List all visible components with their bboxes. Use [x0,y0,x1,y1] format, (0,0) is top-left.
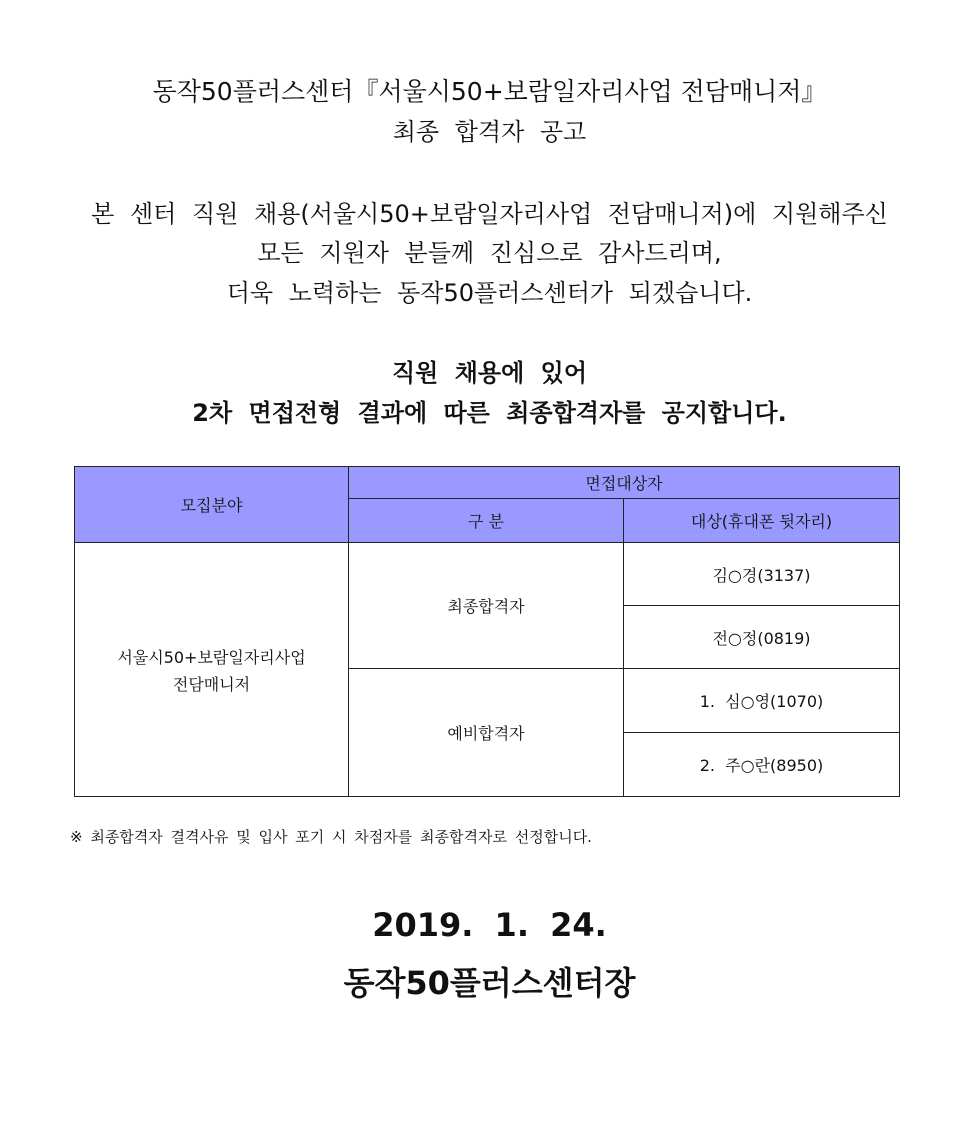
reserve-label: 예비합격자 [349,669,624,797]
final-passer-2: 전○정(0819) [624,606,900,669]
intro-line-2: 모든 지원자 분들께 진심으로 감사드리며, [257,239,722,267]
header-target: 대상(휴대폰 뒷자리) [624,499,900,543]
intro-line-3: 더욱 노력하는 동작50플러스센터가 되겠습니다. [226,279,753,307]
header-interviewee-group: 면접대상자 [349,467,900,499]
final-label: 최종합격자 [349,543,624,669]
results-table [74,466,900,797]
title-line-1: 동작50플러스센터『서울시50+보람일자리사업 전담매니저』 [152,77,827,106]
announcement-date: 2019. 1. 24. [372,906,607,944]
field-line-2: 전담매니저 [172,674,251,694]
footnote: ※ 최종합격자 결격사유 및 입사 포기 시 차점자를 최종합격자로 선정합니다. [70,828,592,846]
reserve-passer-2: 2. 주○란(8950) [624,733,900,797]
title-line-2: 최종 합격자 공고 [392,118,587,146]
final-passer-1: 김○경(3137) [624,543,900,606]
field-cell [75,543,349,797]
header-field: 모집분야 [75,467,349,543]
field-line-1: 서울시50+보람일자리사업 [117,647,306,667]
header-category: 구 분 [349,499,624,543]
reserve-passer-1: 1. 심○영(1070) [624,669,900,733]
announcement-line-1: 직원 채용에 있어 [392,359,587,387]
intro-line-1: 본 센터 직원 채용(서울시50+보람일자리사업 전담매니저)에 지원해주신 [91,200,888,228]
signature: 동작50플러스센터장 [343,964,636,1002]
announcement-line-2: 2차 면접전형 결과에 따른 최종합격자를 공지합니다. [192,399,787,427]
